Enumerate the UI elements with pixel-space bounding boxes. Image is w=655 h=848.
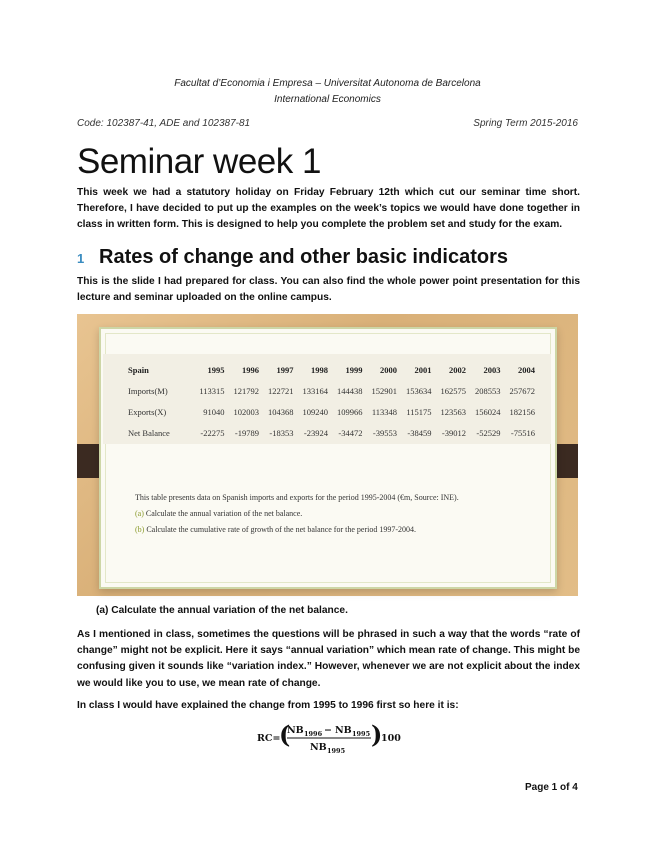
slide-tab-left xyxy=(77,444,99,478)
table-header-cell: 2003 xyxy=(483,364,501,375)
table-header-cell: 2004 xyxy=(518,364,535,375)
table-row-label: Exports(X) xyxy=(128,406,167,417)
table-cell: -52529 xyxy=(476,427,501,438)
table-cell: -75516 xyxy=(510,427,535,438)
slide-question-b-mark: (b) xyxy=(135,525,145,534)
slide-intro-paragraph: This is the slide I had prepared for class. You can also find the whole power point presentation for this lecture and seminar uploaded on the online campus. xyxy=(77,276,580,304)
table-header-cell: 1995 xyxy=(207,364,225,375)
section-heading xyxy=(77,246,508,269)
table-cell: 144438 xyxy=(337,385,363,396)
table-cell: 102003 xyxy=(233,406,259,417)
table-cell: -19789 xyxy=(234,427,259,438)
table-cell: 123563 xyxy=(440,406,466,417)
table-row xyxy=(128,422,535,443)
formula-intro-paragraph: In class I would have explained the change from 1995 to 1996 first so here it is: xyxy=(77,700,459,711)
formula-numerator-b-sub: 1995 xyxy=(352,730,371,738)
table-cell: 113348 xyxy=(371,406,397,417)
slide-question-a-text: Calculate the annual variation of the net balance. xyxy=(145,509,303,518)
table-cell: 208553 xyxy=(475,385,501,396)
formula-factor: 100 xyxy=(381,733,401,744)
formula-numerator-a-sub: 1996 xyxy=(304,730,323,738)
table-cell: 162575 xyxy=(440,385,466,396)
table-cell: 113315 xyxy=(199,385,225,396)
table-cell: 133164 xyxy=(302,385,328,396)
subquestion-a: (a) Calculate the annual variation of the net balance. xyxy=(96,605,348,616)
table-cell: 156024 xyxy=(475,406,501,417)
slide-note: This table presents data on Spanish imports and exports for the period 1995-2004 (€m, Source: INE). xyxy=(135,493,459,502)
table-cell: -23924 xyxy=(303,427,328,438)
table-header-cell: 2001 xyxy=(414,364,432,375)
section-title: Rates of change and other basic indicators xyxy=(99,246,508,268)
formula-svg xyxy=(257,722,407,754)
table-cell: -34472 xyxy=(338,427,363,438)
table-cell: -38459 xyxy=(407,427,432,438)
formula-denominator: NB xyxy=(310,742,327,753)
table-header-cell: 2000 xyxy=(380,364,397,375)
table-cell: 153634 xyxy=(406,385,432,396)
table-cell: 104368 xyxy=(268,406,294,417)
table-cell: 121792 xyxy=(233,385,259,396)
table-header-cell: 1996 xyxy=(242,364,259,375)
formula-paren-open: ( xyxy=(279,720,291,749)
table-row-label: Imports(M) xyxy=(128,385,168,396)
page-title: Seminar week 1 xyxy=(77,142,321,181)
section-number: 1 xyxy=(77,251,85,266)
page-number: Page 1 of 4 xyxy=(525,782,578,793)
formula-lhs: RC= xyxy=(257,733,281,744)
table-row-label: Net Balance xyxy=(128,427,170,438)
table-cell: 115175 xyxy=(406,406,432,417)
table-row xyxy=(128,380,535,401)
slide-data-table xyxy=(128,359,535,443)
formula-minus: − xyxy=(324,725,332,736)
header-course: International Economics xyxy=(274,94,381,105)
table-cell: -39553 xyxy=(372,427,397,438)
table-cell: 257672 xyxy=(509,385,535,396)
formula-paren-close: ) xyxy=(371,720,383,749)
explanation-paragraph: As I mentioned in class, sometimes the questions will be phrased in such a way that the words “rate of change” might not be explicit. Here it says “annual variation” which mean rate of change. This might be confusing given it sounds like “variation index.” However, whenever we are not explicit about the index we would like you to use, we mean rate of change. xyxy=(77,629,580,689)
formula-numerator-b: NB xyxy=(335,725,352,736)
table-header-cell: Spain xyxy=(128,364,149,375)
term-label: Spring Term 2015-2016 xyxy=(473,118,578,129)
table-cell: -18353 xyxy=(269,427,294,438)
formula-denominator-sub: 1995 xyxy=(327,747,346,755)
slide-question-b-text: Calculate the cumulative rate of growth of the net balance for the period 1997-2004. xyxy=(146,525,417,534)
table-header-cell: 1997 xyxy=(276,364,294,375)
slide-question-a xyxy=(135,509,302,518)
slide-question-b xyxy=(135,525,416,534)
slide-question-a-mark: (a) xyxy=(135,509,144,518)
table-row xyxy=(128,401,535,422)
table-cell: 109966 xyxy=(337,406,363,417)
table-cell: 91040 xyxy=(203,406,225,417)
rate-of-change-formula xyxy=(257,722,407,757)
intro-paragraph: This week we had a statutory holiday on Friday February 12th which cut our seminar time short. Therefore, I have decided to put up the examples on the week’s topics we would have done together in class in written form. This is designed to help you complete the problem set and study for the exam. xyxy=(77,187,580,231)
table-header-cell: 2002 xyxy=(449,364,466,375)
formula-numerator-a: NB xyxy=(287,725,304,736)
slide-image xyxy=(77,314,578,596)
table-cell: 152901 xyxy=(371,385,397,396)
table-header-row xyxy=(128,359,535,380)
table-cell: -39012 xyxy=(441,427,466,438)
table-cell: -22275 xyxy=(200,427,225,438)
table-cell: 109240 xyxy=(302,406,328,417)
table-cell: 122721 xyxy=(268,385,294,396)
table-header-cell: 1998 xyxy=(311,364,328,375)
header-institution: Facultat d’Economia i Empresa – Universitat Autonoma de Barcelona xyxy=(174,78,481,89)
table-cell: 182156 xyxy=(509,406,535,417)
course-code: Code: 102387-41, ADE and 102387-81 xyxy=(77,118,251,129)
table-header-cell: 1999 xyxy=(345,364,363,375)
